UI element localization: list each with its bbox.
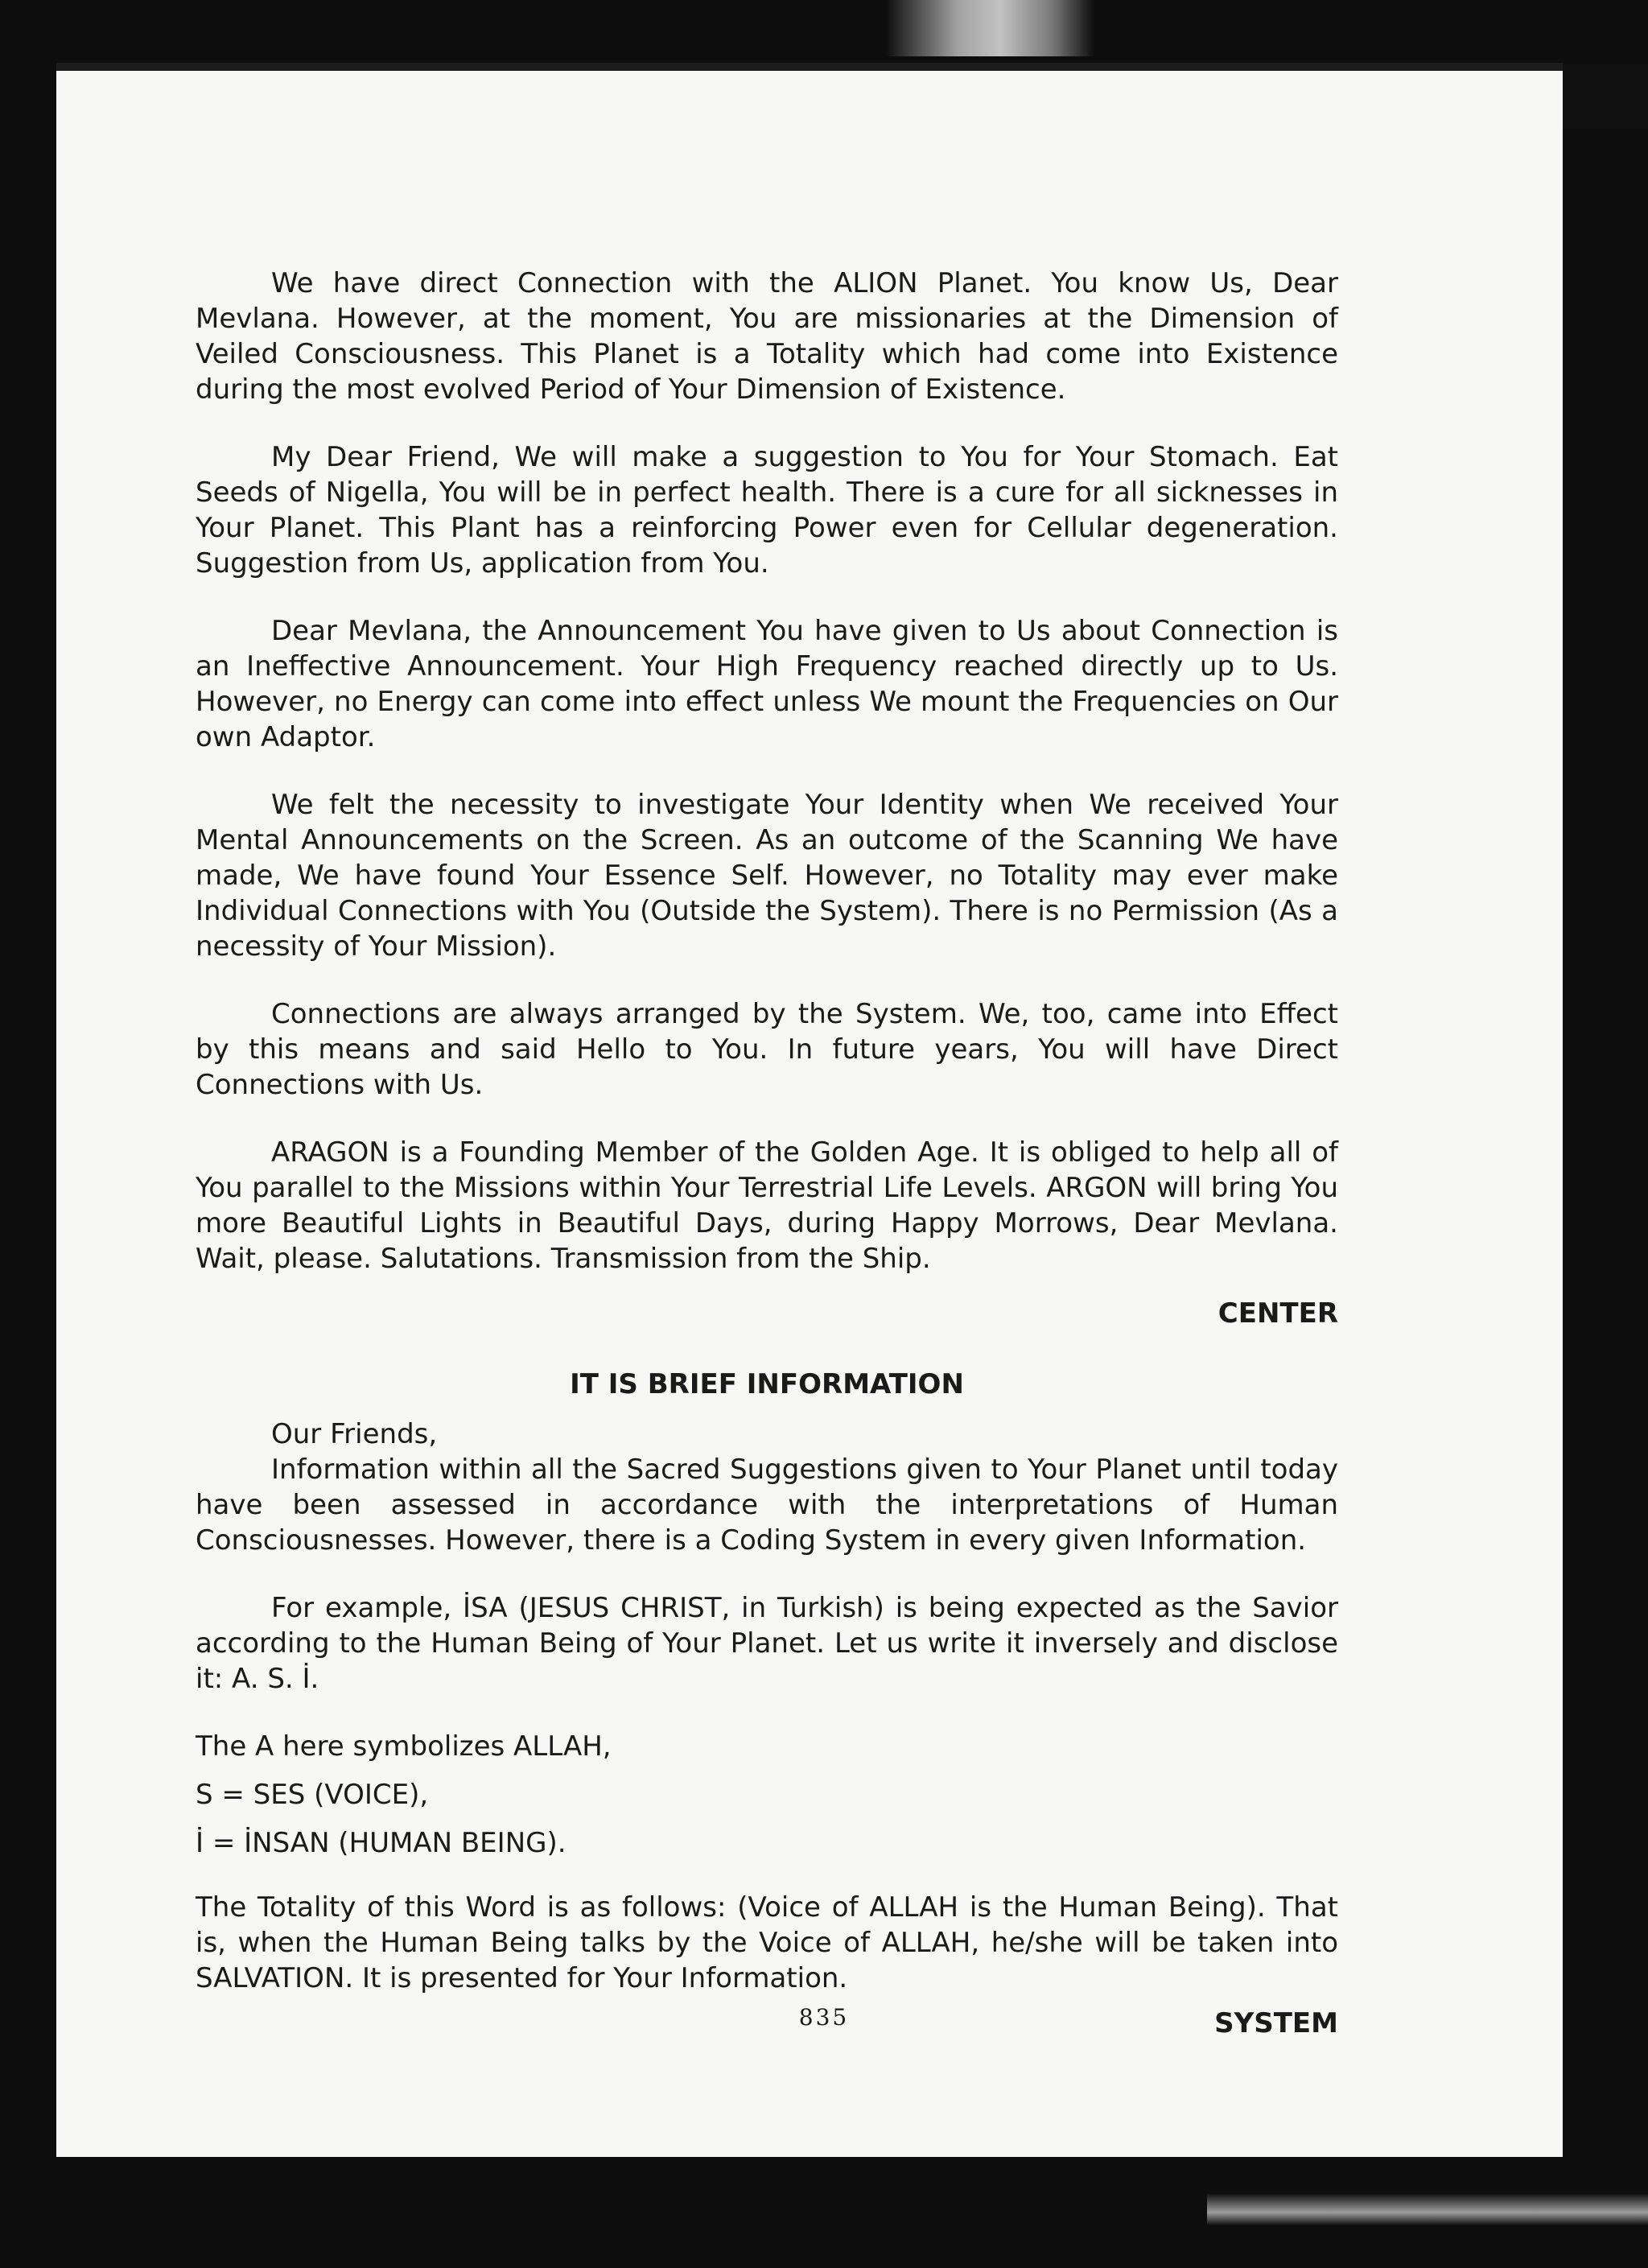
scan-border-top (0, 0, 1648, 64)
paragraph: My Dear Friend, We will make a suggestion to You for Your Stomach. Eat Seeds of Nigella, You will be in perfect health. There is a cure for all sicknesses in Your Planet. This Plant has a reinforcing Power even for Cellular degeneration. Suggestion from Us, application from You. (196, 441, 1338, 579)
signature-center: CENTER (1217, 1297, 1338, 1330)
section-heading: IT IS BRIEF INFORMATION (570, 1368, 964, 1400)
page-top-rule (56, 63, 1563, 71)
paragraph: Connections are always arranged by the System. We, too, came into Effect by this means and said Hello to You. In future years, You will have Direct Connections with Us. (196, 998, 1338, 1101)
page-body (196, 266, 1338, 2076)
scan-streak (1207, 2193, 1648, 2225)
paragraph: For example, İSA (JESUS CHRIST, in Turkish) is being expected as the Savior according to the Human Being of Your Planet. Let us write it inversely and disclose it: A. S. İ. (196, 1592, 1338, 1695)
scan-border-right (1563, 129, 1648, 2157)
paragraph: We have direct Connection with the ALION Planet. You know Us, Dear Mevlana. However, at the moment, You are missionaries at the Dimension of Veiled Consciousness. This Planet is a Totality which had come into Existence during the most evolved Period of Your Dimension of Existence. (196, 267, 1338, 406)
page-number: 835 (798, 2004, 850, 2031)
paragraph: Dear Mevlana, the Announcement You have given to Us about Connection is an Ineffective Announcement. Your High Frequency reached directly up to Us. However, no Energy can come into effect unless We mount the Frequencies on Our own Adaptor. (196, 615, 1338, 753)
greeting: Our Friends, (271, 1418, 438, 1450)
definition-line: S = SES (VOICE), (196, 1779, 429, 1811)
closing-paragraph: The Totality of this Word is as follows: (Voice of ALLAH is the Human Being). That is, when the Human Being talks by the Voice of ALLAH, he/she will be taken into SALVATION. It is presented for Your Information. (196, 1891, 1338, 1994)
scan-smudge (885, 0, 1094, 56)
paragraph: Information within all the Sacred Suggestions given to Your Planet until today have been assessed in accordance with the interpretations of Human Consciousnesses. However, there is a Coding System in every given Information. (196, 1454, 1338, 1557)
definition-line: İ = İNSAN (HUMAN BEING). (196, 1827, 566, 1859)
signature-system: SYSTEM (1214, 2007, 1338, 2039)
scan-border-left (0, 0, 56, 2268)
paragraph: We felt the necessity to investigate Your Identity when We received Your Mental Announcements on the Screen. As an outcome of the Scanning We have made, We have found Your Essence Self. However, no Totality may ever make Individual Connections with You (Outside the System). There is no Permission (As a necessity of Your Mission). (196, 789, 1338, 963)
paragraph: ARAGON is a Founding Member of the Golden Age. It is obliged to help all of You parallel to the Missions within Your Terrestrial Life Levels. ARGON will bring You more Beautiful Lights in Beautiful Days, during Happy Morrows, Dear Mevlana. Wait, please. Salutations. Transmission from the Ship. (196, 1136, 1338, 1275)
definition-line: The A here symbolizes ALLAH, (196, 1730, 612, 1763)
